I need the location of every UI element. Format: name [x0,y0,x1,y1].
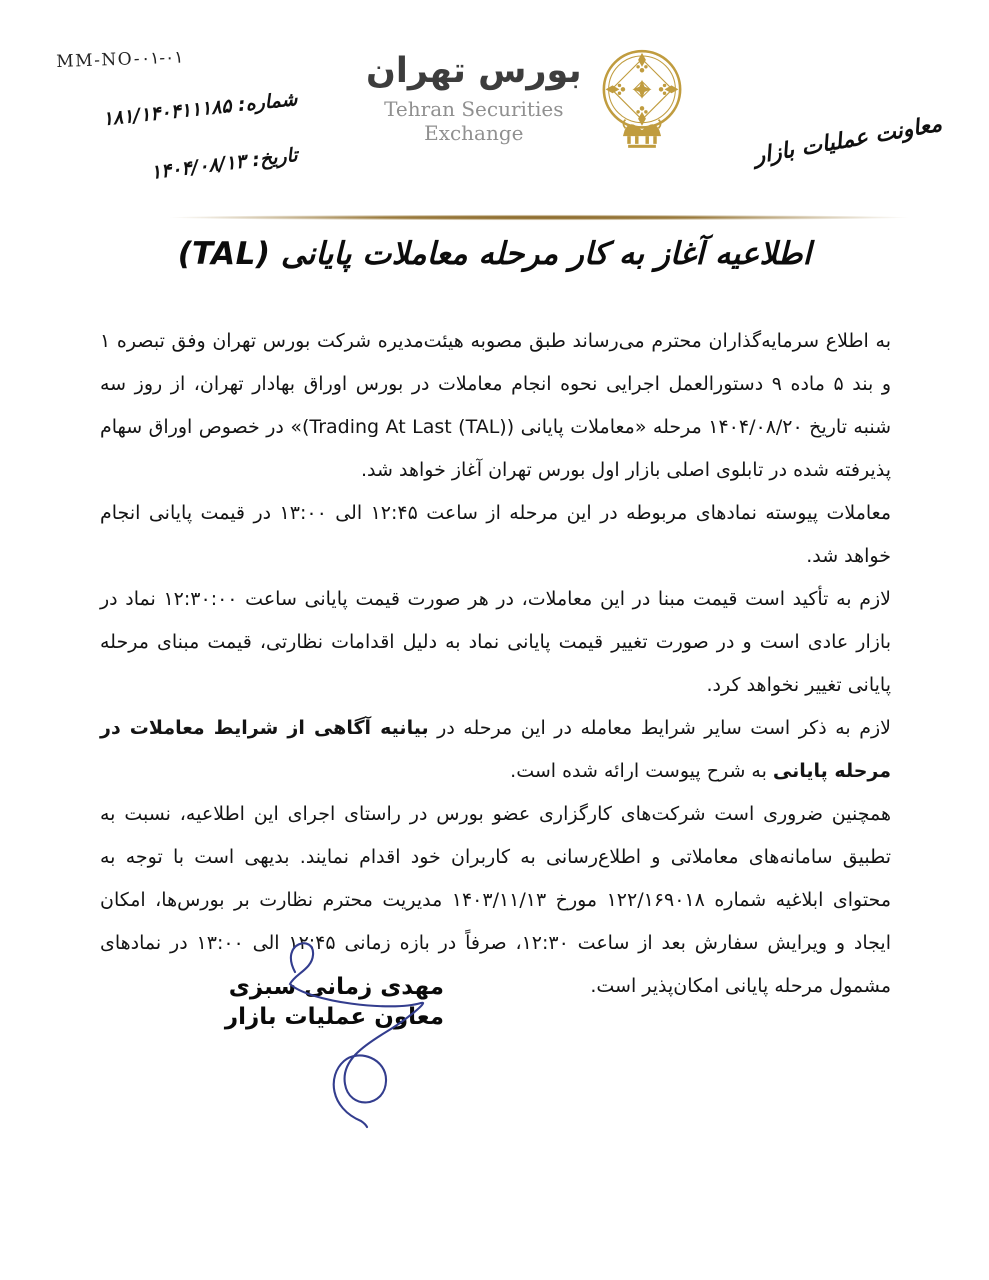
letter-date-value: ۱۴۰۴/۰۸/۱۳ [149,150,248,184]
form-number: MM-NO-۰۱-۰۱ [56,47,184,72]
reference-block [56,47,299,184]
paragraph-1: به اطلاع سرمایه‌گذاران محترم می‌رساند طبق مصوبه هیئت‌مدیره شرکت بورس تهران وفق تبصره ۱ و بند ۵ ماده ۹ دستورالعمل اجرایی نحوه انجام معاملات در بورس اوراق بهادار تهران، از روز سه شنبه تاریخ ۱۴۰۴/۰۸/۲۰ مرحله «معاملات پایانی (Trading At Last (TAL))» در خصوص اوراق سهام پذیرفته شده در تابلوی اصلی بازار اول بورس تهران آغاز خواهد شد. [100,330,892,481]
signatory-name: مهدی زمانی سبزی [228,974,444,1000]
brand-english-line2: Exchange [424,121,524,145]
paragraph-5: همچنین ضروری است شرکت‌های کارگزاری عضو بورس در راستای اجرای این اطلاعیه، نسبت به تطبیق سامانه‌های معاملاتی و اطلاع‌رسانی به کاربران خود اقدام نمایند. بدیهی است با توجه به محتوای ابلاغیه شماره ۱۲۲/۱۶۹۰۱۸ مورخ ۱۴۰۳/۱۱/۱۳ مدیریت محترم نظارت بر بورس‌ها، امکان ایجاد و ویرایش سفارش بعد از ساعت ۱۲:۳۰، صرفاً در بازه زمانی ۱۲:۴۵ الی ۱۳:۰۰ در نمادهای مشمول مرحله پایانی امکان‌پذیر است. [100,803,892,997]
signatory-title: معاون عملیات بازار [224,1004,444,1030]
brand-name-farsi: بورس تهران [366,51,582,91]
letter-date [58,144,299,195]
letter-number-label: شماره: [236,88,299,117]
paragraph-4-pre: لازم به ذکر است سایر شرایط معامله در این مرحله در [428,717,891,739]
paragraph-4-post: به شرح پیوست ارائه شده است. [510,760,773,782]
letter-number [57,88,298,135]
paragraph-3: لازم به تأکید است قیمت مبنا در این معاملات، در هر صورت قیمت پایانی ساعت ۱۲:۳۰:۰۰ نماد در بازار عادی است و در صورت تغییر قیمت پایانی نماد به دلیل اقدامات نظارتی، قیمت مبنای مرحله پایانی تغییر نخواهد کرد. [100,588,891,696]
letter-body [100,320,891,1008]
tse-logo [366,40,694,156]
signature-block [224,972,444,1032]
gold-divider [128,214,950,221]
department-note: معاونت عملیات بازار [752,111,944,170]
paragraph-2: معاملات پیوسته نمادهای مربوطه در این مرحله از ساعت ۱۲:۴۵ الی ۱۳:۰۰ در قیمت پایانی انجام خواهد شد. [100,502,892,567]
letter-date-label: تاریخ: [250,144,299,172]
letter-number-value: ۱۸۱/۱۴۰۴۱۱۱۸۵ [101,94,233,131]
brand-english-line1: Tehran Securities [384,97,564,121]
paragraph-4-bold-phrase: بیانیه آگاهی از شرایط معاملات در مرحله پایانی [100,717,891,782]
tse-emblem-icon [590,40,694,156]
notice-title: اطلاعیه آغاز به کار مرحله معاملات پایانی (TAL) [177,236,812,272]
brand-name-english [366,97,582,145]
paragraph-4 [100,707,891,793]
tse-logo-text [366,51,582,145]
